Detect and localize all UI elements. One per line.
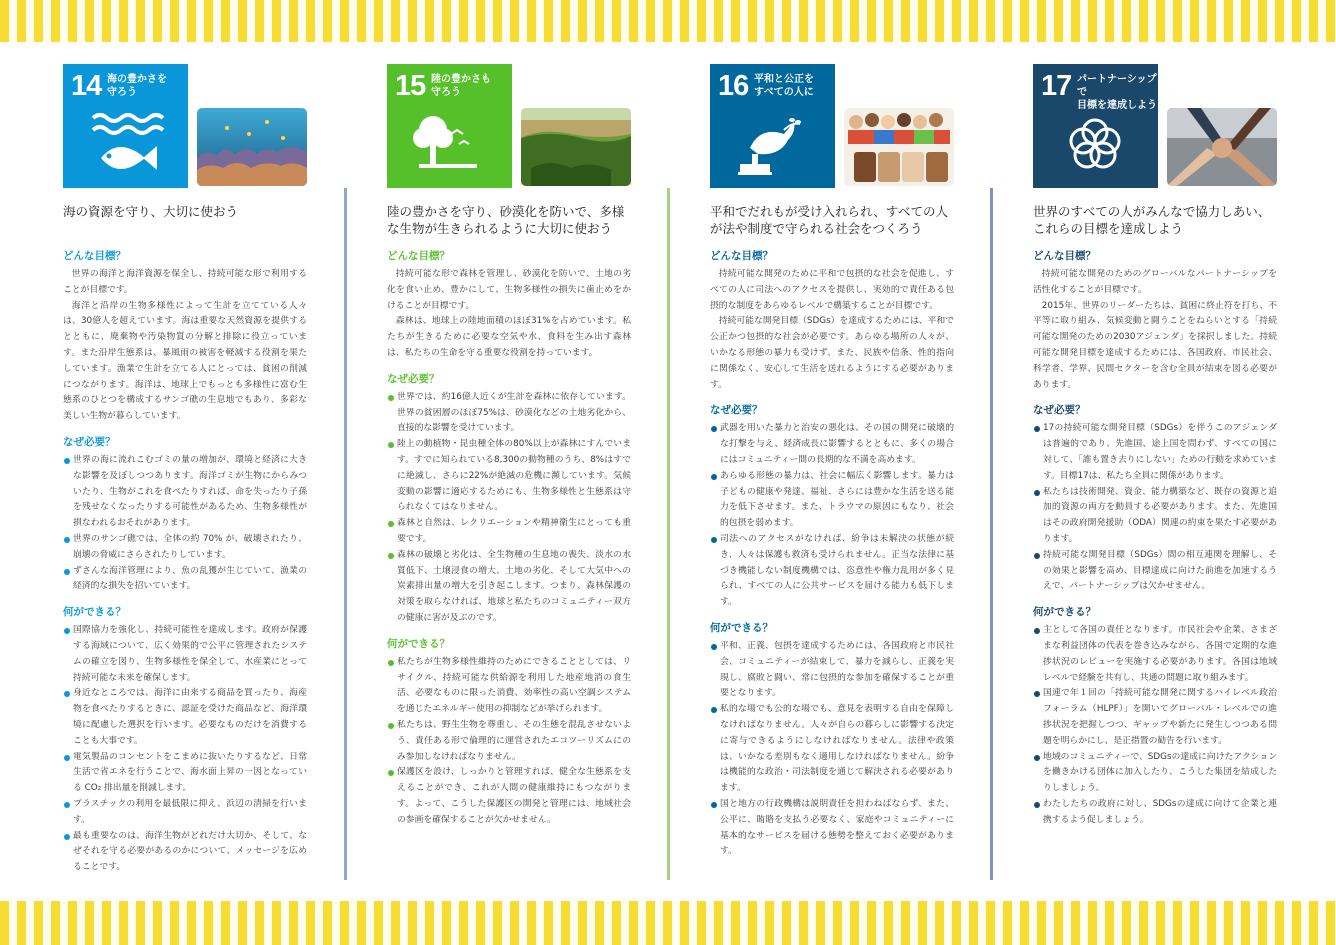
section-heading-what: どんな目標？ — [710, 250, 773, 262]
bottom-stripe-band — [0, 901, 1336, 945]
can-list — [387, 655, 631, 829]
goal-number: 14 — [71, 70, 102, 102]
goal-number: 17 — [1041, 70, 1072, 102]
list-item: 身近なところでは、海洋に由来する商品を買ったり、海産物を食べたりするときに、認証を受けた商品など、海洋環境に配慮した選択を行います。必要なものだけを消費することも大事です。 — [63, 686, 307, 749]
list-item: 17の持続可能な開発目標（SDGs）を伴うこのアジェンダは普遍的であり、先進国、途上国を問わず、すべての国に対して、「誰も置き去りにしない」ための行動を求めています。目標17は、私たち全員に関係があります。 — [1033, 421, 1277, 484]
goal-name: パートナーシップで 目標を達成しよう — [1077, 74, 1157, 111]
tree-icon — [387, 106, 512, 188]
dove-gavel-icon — [710, 106, 835, 188]
goal-number: 15 — [395, 70, 426, 102]
list-item: 世界の海に流れこむゴミの量の増加が、環境と経済に大きな影響を及ぼしつつあります。海洋ゴミが生物にからみついたり、生物がこれを食べたりすれば、命を失ったり子孫を残せなくなったりする可能性があるため、生物多様性が損なわれるおそれがあります。 — [63, 453, 307, 532]
goal-14-tile — [63, 64, 188, 188]
can-list — [63, 623, 307, 876]
list-item: プラスチックの利用を最低限に抑え、浜辺の清掃を行います。 — [63, 797, 307, 829]
list-item: 私的な場でも公的な場でも、意見を表明する自由を保障しなければなりません。人々が自らの暮らしに影響する決定に寄与できるようにしなければなりません。法律や政策は、いかなる差別もなく適用しなければなりません。紛争は機能的な政治・司法制度を通じて解決される必要があります。 — [710, 702, 954, 797]
list-item: 国と地方の行政機構は説明責任を担わねばならず、また、公平に、賄賂を支払う必要なく、家庭やコミュニティーに基本的なサービスを届ける態勢を整えておく必要があります。 — [710, 797, 954, 860]
goal-tagline: 海の資源を守り、大切に使おう — [63, 204, 239, 219]
section-heading-why: なぜ必要？ — [1033, 404, 1086, 417]
section-heading-can: 何ができる？ — [387, 637, 450, 650]
list-item: 電気製品のコンセントをこまめに抜いたりするなど、日常生活で省エネを行うことで、海水面上昇の一因となっている CO₂ 排出量を削減します。 — [63, 750, 307, 797]
why-list — [63, 453, 307, 595]
list-item: ずさんな海洋管理により、魚の乱獲が生じていて、漁業の経済的な損失を招いています。 — [63, 564, 307, 596]
goal-17-column — [1033, 64, 1277, 829]
paragraph: 世界の海洋と海洋資源を保全し、持続可能な形で利用することが目標です。 — [63, 269, 307, 295]
section-heading-what: どんな目標？ — [63, 250, 126, 262]
paragraph: 海洋と沿岸の生物多様性によって生計を立てている人々は、30億人を超えています。海は重要な天然資源を提供するとともに、廃棄物や汚染物質の分解と排除に役立っています。また沿岸生態系は、暴風雨の被害を軽減する役割を果たしています。漁業で生計を立てる人にとっては、貧困の削減につながります。海洋は、地球上でもっとも多様性に富む生態系のひとつを構成するサンゴ礁の生息地でもあり、多彩な美しい生物が暮らしています。 — [63, 300, 307, 422]
list-item: 持続可能な開発目標（SDGs）間の相互連関を理解し、その効果と影響を高め、目標達成に向けた前進を加速するうえで、パートナーシップは欠かせません。 — [1033, 548, 1277, 595]
goal-14-column — [63, 64, 307, 876]
column-divider — [990, 188, 993, 880]
section-heading-why: なぜ必要？ — [63, 435, 116, 448]
fish-waves-icon — [63, 106, 188, 188]
can-list — [1033, 623, 1277, 828]
list-item: 司法へのアクセスがなければ、紛争は未解決の状態が続き、人々は保護も救済も受けられません。正当な法律に基づき機能しない制度機構では、恣意性や権力乱用が多く見られ、すべての人に公共サービスを届ける能力も低下します。 — [710, 532, 954, 611]
why-list — [387, 390, 631, 627]
paragraph: 2015年、世界のリーダーたちは、貧困に終止符を打ち、不平等に取り組み、気候変動と闘うことをねらいとする「持続可能な開発のための2030アジェンダ」を採択しました。持続可能な開発目標を達成するためには、各国政府、市民社会、科学者、学界、民間セクターを含む全員が結束を図る必要があります。 — [1033, 300, 1277, 390]
goal-tagline: 陸の豊かさを守り、砂漠化を防いで、多様な生物が生きられるように大切に使おう — [387, 204, 625, 236]
list-item: 私たちは、野生生物を尊重し、その生態を混乱させないよう、責任ある形で倫理的に運営されたエコツーリズムにのみ参加しなければなりません。 — [387, 718, 631, 765]
list-item: 森林の破壊と劣化は、全生物種の生息地の喪失、淡水の水質低下、土壌浸食の増大、土地の劣化、そして大気中への炭素排出量の増大を引き起こします。つまり、森林保護の対策を取らなければ、地球と私たちのコミュニティー双方の健康に害が及ぶのです。 — [387, 548, 631, 627]
list-item: 平和、正義、包摂を達成するためには、各国政府と市民社会、コミュニティーが結束して、暴力を減らし、正義を実現し、腐敗と闘い、常に包摂的な参加を確保することが重要となります。 — [710, 639, 954, 702]
goal-tagline: 世界のすべての人がみんなで協力しあい、これらの目標を達成しよう — [1033, 204, 1271, 236]
list-item: 私たちが生物多様性維持のためにできることとしては、リサイクル、持続可能な供給源を利用した地産地消の食生活、必要なものに限った消費、効率性の高い空調システムを通じたエネルギー使用の抑制などが挙げられます。 — [387, 655, 631, 718]
list-item: 保護区を設け、しっかりと管理すれば、健全な生態系を支えることができ、これが人間の健康維持にもつながります。よって、こうした保護区の開発と管理には、地域社会の参画を確保することが欠かせません。 — [387, 765, 631, 828]
goal-17-tile — [1033, 64, 1158, 188]
goal-16-tile — [710, 64, 835, 188]
section-heading-why: なぜ必要？ — [387, 372, 440, 385]
goal-number: 16 — [718, 70, 749, 102]
joined-hands-photo — [1167, 108, 1277, 186]
list-item: 国連で年１回の「持続可能な開発に関するハイレベル政治フォーラム（HLPF）」を開いてグローバル・レベルでの進捗状況を把握しつつ、ギャップや新たに発生しつつある問題を明らかにし、是正措置の勧告を行います。 — [1033, 686, 1277, 749]
section-heading-why: なぜ必要？ — [710, 404, 763, 417]
can-list — [710, 639, 954, 860]
goal-15-column — [387, 64, 631, 829]
paragraph: 持続可能な開発のために平和で包摂的な社会を促進し、すべての人に司法へのアクセスを提供し、実効的で責任ある包摂的な制度をあらゆるレベルで構築することが目標です。 — [710, 269, 954, 311]
list-item: 陸上の動植物・昆虫種全体の80%以上が森林にすんでいます。すでに知られている8,300の動物種のうち、8%はすでに絶滅し、さらに22%が絶滅の危機に瀕しています。気候変動の影響に適応するためにも、生物多様性と生態系は守られなくてはなりません。 — [387, 437, 631, 516]
section-heading-can: 何ができる？ — [710, 621, 773, 634]
why-list — [1033, 421, 1277, 595]
list-item: 最も重要なのは、海洋生物がどれだけ大切か、そして、なぜそれを守る必要があるのかについて、メッセージを広めることです。 — [63, 829, 307, 876]
children-group-photo — [844, 108, 954, 186]
goal-name: 海の豊かさを 守ろう — [107, 74, 167, 98]
paragraph: 持続可能な開発目標（SDGs）を達成するためには、平和で公正かつ包摂的な社会が必要です。あらゆる場所の人々が、いかなる形態の暴力も受けず、また、民族や信条、性的指向に関係なく、安心して生活を送れるようにする必要があります。 — [710, 316, 954, 390]
column-divider — [667, 188, 670, 880]
list-item: 世界では、約16億人近くが生計を森林に依存しています。世界の貧困層のほぼ75%は、砂漠化などの土地劣化から、直接的な影響を受けています。 — [387, 390, 631, 437]
goal-tagline: 平和でだれもが受け入れられ、すべての人が法や制度で守られる社会をつくろう — [710, 204, 949, 236]
list-item: 私たちは技術開発、資金、能力構築など、既存の資源と追加的資源の両方を動員する必要があります。また、先進国はその政府開発援助（ODA）関連の約束を果たす必要があります。 — [1033, 485, 1277, 548]
section-heading-what: どんな目標？ — [1033, 250, 1096, 262]
section-heading-can: 何ができる？ — [1033, 606, 1096, 619]
list-item: わたしたちの政府に対し、SDGsの達成に向けて企業と連携するよう促しましょう。 — [1033, 797, 1277, 829]
why-list — [710, 421, 954, 611]
forest-landscape-photo — [521, 108, 631, 186]
paragraph: 森林は、地球上の陸地面積のほぼ31%を占めています。私たちが生きるために必要な空気や水、食料を生み出す森林は、私たちの生命を守る重要な役割を持っています。 — [387, 316, 631, 358]
goal-name: 陸の豊かさも 守ろう — [431, 74, 491, 98]
list-item: あらゆる形態の暴力は、社会に幅広く影響します。暴力は子どもの健康や発達、福祉、さらには豊かな生活を送る能力を低下させます。また、トラウマの原因にもなり、社会的包摂を弱めます。 — [710, 469, 954, 532]
interlocking-rings-icon — [1033, 106, 1158, 188]
paragraph: 持続可能な形で森林を管理し、砂漠化を防いで、土地の劣化を食い止め、豊かにして、生物多様性の損失に歯止めをかけることが目標です。 — [387, 269, 631, 311]
column-divider — [344, 188, 347, 880]
goal-name: 平和と公正を すべての人に — [754, 74, 814, 98]
paragraph: 持続可能な開発のためのグローバルなパートナーシップを活性化することが目標です。 — [1033, 269, 1277, 295]
goal-16-column — [710, 64, 954, 860]
list-item: 武器を用いた暴力と治安の悪化は、その国の開発に破壊的な打撃を与え、経済成長に影響するとともに、多くの場合にはコミュニティー間の長期的な不満を高めます。 — [710, 421, 954, 468]
list-item: 国際協力を強化し、持続可能性を達成します。政府が保護する海域について、広く効果的で公平に管理されたシステムの確立を図り、生物多様性を保全して、水産業にとって持続可能な未来を確保します。 — [63, 623, 307, 686]
list-item: 森林と自然は、レクリエーションや精神衛生にとっても重要です。 — [387, 516, 631, 548]
list-item: 主として各国の責任となります。市民社会や企業、さまざまな利益団体の代表を巻き込みながら、各国で定期的な進捗状況のレビューを実施する必要があります。各国は地域レベルで経験を共有し、共通の問題に取り組みます。 — [1033, 623, 1277, 686]
goal-15-tile — [387, 64, 512, 188]
section-heading-what: どんな目標？ — [387, 250, 450, 262]
section-heading-can: 何ができる？ — [63, 606, 126, 619]
list-item: 世界のサンゴ礁では、全体の約 70% が、破壊されたり、崩壊の脅威にさらされたりしています。 — [63, 532, 307, 564]
top-stripe-band — [0, 0, 1336, 42]
coral-reef-photo — [197, 108, 307, 186]
list-item: 地域のコミュニティーで、SDGsの達成に向けたアクションを働きかける団体に加入したり、こうした集団を結成したりしましょう。 — [1033, 750, 1277, 797]
